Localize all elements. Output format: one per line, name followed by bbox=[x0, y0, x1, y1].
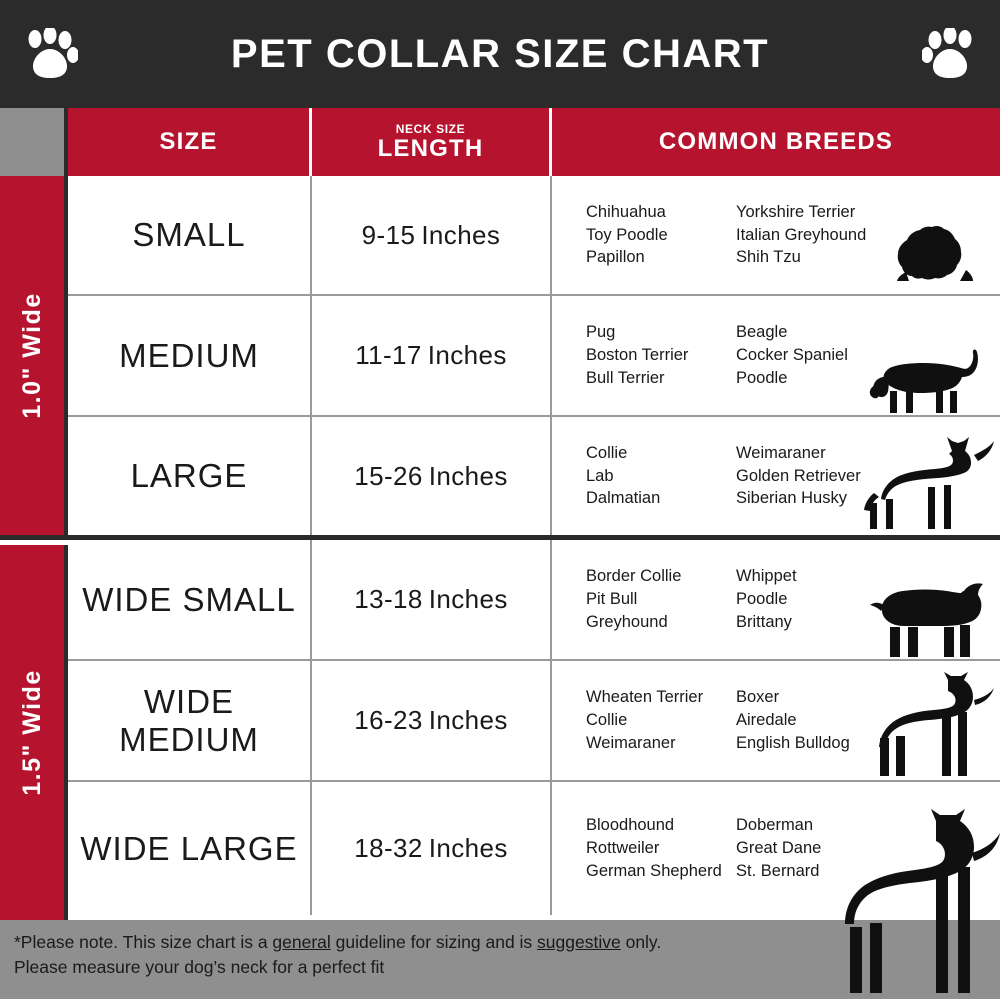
breed-column-1 bbox=[586, 814, 736, 882]
table-row bbox=[68, 540, 1000, 661]
table-body bbox=[0, 176, 1000, 920]
paw-print-icon bbox=[22, 28, 78, 80]
table-row bbox=[68, 296, 1000, 417]
breed-item: Toy Poodle bbox=[586, 225, 668, 244]
cell-breeds bbox=[552, 296, 998, 415]
breed-item: Border Collie bbox=[586, 567, 682, 586]
table-header-row bbox=[0, 108, 1000, 176]
footer-text-a: *Please note. This size chart is a bbox=[14, 932, 273, 952]
breed-item: Weimaraner bbox=[586, 733, 676, 752]
breed-item: St. Bernard bbox=[736, 861, 820, 880]
breed-item: Poodle bbox=[736, 368, 788, 387]
group-label-1-5-wide-text: 1.5" Wide bbox=[17, 669, 46, 796]
breed-item: Collie bbox=[586, 711, 628, 730]
column-header-length-sublabel: NECK SIZE bbox=[395, 121, 466, 136]
breed-item: Beagle bbox=[736, 323, 788, 342]
cell-length bbox=[312, 540, 552, 659]
breed-column-2 bbox=[736, 814, 886, 882]
breed-item: Cocker Spaniel bbox=[736, 346, 848, 365]
page-title: PET COLLAR SIZE CHART bbox=[230, 31, 770, 76]
breed-item: Airedale bbox=[736, 711, 797, 730]
cell-size bbox=[68, 176, 312, 294]
cell-length bbox=[312, 661, 552, 780]
breed-column-1 bbox=[586, 686, 736, 754]
paw-print-icon bbox=[922, 28, 978, 80]
breed-item: Weimaraner bbox=[736, 443, 826, 462]
breed-item: Pit Bull bbox=[586, 590, 638, 609]
group-label-1-0-wide-text: 1.0" Wide bbox=[17, 292, 46, 419]
cell-length bbox=[312, 417, 552, 535]
footer-text-b: guideline for sizing and is bbox=[330, 932, 538, 952]
breed-item: Pug bbox=[586, 323, 616, 342]
breed-item: Dalmatian bbox=[586, 489, 661, 508]
column-header-length bbox=[312, 108, 552, 176]
length-unit: Inches bbox=[428, 460, 508, 491]
length-unit: Inches bbox=[421, 219, 501, 250]
shepherd-silhouette-icon bbox=[856, 435, 996, 535]
breed-item: Boston Terrier bbox=[586, 346, 689, 365]
length-unit: Inches bbox=[427, 340, 507, 370]
breed-column-1 bbox=[586, 201, 736, 269]
breed-item: Lab bbox=[586, 466, 614, 485]
breed-item: Italian Greyhound bbox=[736, 225, 867, 244]
breed-item: Golden Retriever bbox=[736, 466, 861, 485]
column-header-breeds-label: COMMON BREEDS bbox=[658, 128, 894, 156]
group-label-1-0-wide bbox=[0, 176, 68, 540]
breed-item: Shih Tzu bbox=[736, 248, 801, 267]
bulldog-silhouette-icon bbox=[866, 573, 996, 659]
footer-text-general: general bbox=[272, 932, 331, 952]
cell-breeds bbox=[552, 782, 998, 915]
footer-text-suggestive: suggestive bbox=[537, 932, 621, 952]
breed-item: Wheaten Terrier bbox=[586, 688, 704, 707]
size-label: LARGE bbox=[130, 457, 248, 495]
breed-item: Yorkshire Terrier bbox=[736, 202, 856, 221]
length-unit: Inches bbox=[428, 705, 508, 735]
breed-column-2 bbox=[736, 565, 886, 633]
cell-length bbox=[312, 176, 552, 294]
breed-item: Boxer bbox=[736, 688, 780, 707]
size-label: SMALL bbox=[132, 216, 246, 254]
breed-item: Chihuahua bbox=[586, 202, 666, 221]
breed-item: Brittany bbox=[736, 612, 792, 631]
basset-hound-silhouette-icon bbox=[866, 335, 996, 415]
column-header-size bbox=[68, 108, 312, 176]
breed-item: Doberman bbox=[736, 816, 814, 835]
cell-size bbox=[68, 782, 312, 915]
cell-breeds bbox=[552, 661, 998, 780]
breed-item: Greyhound bbox=[586, 612, 668, 631]
length-range: 15-26 bbox=[354, 460, 423, 491]
footer-line-1 bbox=[14, 930, 986, 955]
table-row bbox=[68, 417, 1000, 540]
boxer-silhouette-icon bbox=[856, 670, 996, 780]
group-label-1-5-wide bbox=[0, 545, 68, 920]
length-range: 18-32 bbox=[354, 833, 423, 863]
size-label: WIDE MEDIUM bbox=[119, 682, 259, 758]
pomeranian-silhouette-icon bbox=[876, 214, 996, 294]
table-row bbox=[68, 782, 1000, 915]
length-unit: Inches bbox=[428, 833, 508, 863]
breed-column-1 bbox=[586, 321, 736, 389]
length-range: 16-23 bbox=[354, 705, 423, 735]
column-header-length-label: LENGTH bbox=[377, 134, 484, 162]
table-row bbox=[68, 176, 1000, 296]
footer-note bbox=[0, 920, 1000, 999]
chart-header bbox=[0, 0, 1000, 108]
breed-column-2 bbox=[736, 321, 886, 389]
header-corner-cell bbox=[0, 108, 68, 176]
size-label: WIDE SMALL bbox=[82, 580, 296, 618]
cell-size bbox=[68, 296, 312, 415]
column-header-breeds bbox=[552, 108, 1000, 176]
cell-size bbox=[68, 661, 312, 780]
footer-line-2: Please measure your dog’s neck for a perfect fit bbox=[14, 957, 385, 978]
cell-breeds bbox=[552, 417, 998, 535]
cell-length bbox=[312, 782, 552, 915]
breed-item: Rottweiler bbox=[586, 839, 660, 858]
breed-item: English Bulldog bbox=[736, 733, 850, 752]
breed-item: Papillon bbox=[586, 248, 645, 267]
column-header-size-label: SIZE bbox=[159, 128, 218, 156]
breed-column-1 bbox=[586, 565, 736, 633]
cell-size bbox=[68, 540, 312, 659]
cell-size bbox=[68, 417, 312, 535]
breed-item: Great Dane bbox=[736, 839, 822, 858]
breed-item: Bull Terrier bbox=[586, 368, 665, 387]
cell-length bbox=[312, 296, 552, 415]
breed-column-1 bbox=[586, 442, 736, 510]
size-label: MEDIUM bbox=[119, 336, 259, 374]
length-range: 9-15 bbox=[361, 219, 416, 250]
breed-item: German Shepherd bbox=[586, 861, 722, 880]
cell-breeds bbox=[552, 176, 998, 294]
table-row bbox=[68, 661, 1000, 782]
size-label: WIDE LARGE bbox=[80, 829, 298, 867]
length-range: 13-18 bbox=[354, 584, 423, 614]
breed-item: Poodle bbox=[736, 590, 788, 609]
cell-breeds bbox=[552, 540, 998, 659]
length-range: 11-17 bbox=[355, 340, 422, 370]
breed-item: Bloodhound bbox=[586, 816, 675, 835]
breed-item: Collie bbox=[586, 443, 628, 462]
breed-column-2 bbox=[736, 201, 886, 269]
breed-item: Siberian Husky bbox=[736, 489, 847, 508]
breed-item: Whippet bbox=[736, 567, 797, 586]
length-unit: Inches bbox=[428, 584, 508, 614]
table-rows bbox=[68, 176, 1000, 915]
footer-text-c: only. bbox=[620, 932, 662, 952]
